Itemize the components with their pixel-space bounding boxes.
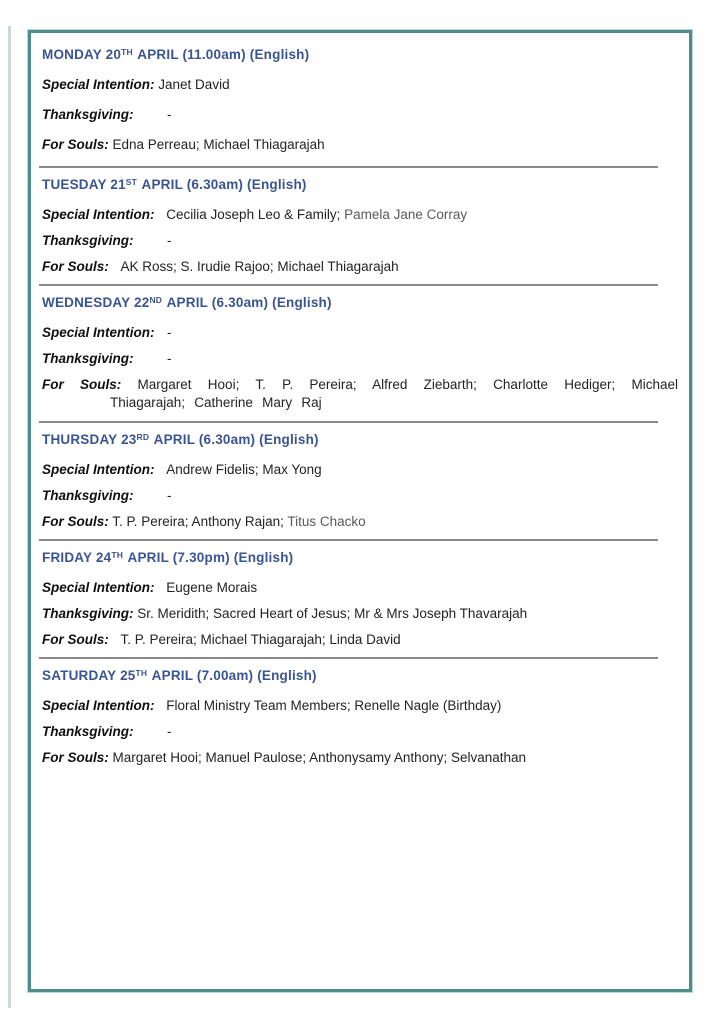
row-value: Eugene Morais [166,580,258,595]
section-wednesday [42,286,678,412]
ordinal-superscript: TH [135,667,148,678]
row-value-gray: Pamela Jane Corray [344,207,468,222]
row-label: For Souls: [42,750,109,765]
dash-value: - [167,107,172,122]
special-intention-row [42,579,678,596]
day-header [42,294,678,313]
special-intention-row [42,76,678,93]
row-value: Sr. Meridith; Sacred Heart of Jesus; Mr & Mrs Joseph Thavarajah [137,606,528,621]
for-souls-row [42,749,678,766]
day-header [42,431,678,450]
thanksgiving-row [42,232,678,249]
day-header-pre: WEDNESDAY 22 [42,295,150,310]
row-value: T. P. Pereira; Anthony Rajan; [112,514,284,529]
row-label: Thanksgiving: [42,233,134,248]
day-header [42,549,678,568]
day-header-pre: SATURDAY 25 [42,668,136,683]
day-header [42,176,678,195]
day-header-pre: THURSDAY 23 [42,432,137,447]
row-label: Thanksgiving: [42,488,134,503]
row-label: Thanksgiving: [42,606,134,621]
for-souls-row [42,136,678,153]
ordinal-superscript: ND [149,294,163,305]
row-label: For Souls: [42,259,109,274]
day-header-post: APRIL (11.00am) (English) [133,47,310,62]
section-monday [42,33,678,153]
row-label: For Souls: [42,514,109,529]
day-header-pre: FRIDAY 24 [42,550,112,565]
day-header-pre: TUESDAY 21 [42,177,126,192]
row-label: Special Intention: [42,580,155,595]
section-friday [42,541,678,648]
day-header-post: APRIL (6.30am) (English) [150,432,319,447]
day-header-post: APRIL (7.00am) (English) [148,668,317,683]
day-header-post: APRIL (6.30am) (English) [138,177,307,192]
ordinal-superscript: ST [125,176,138,187]
thanksgiving-row [42,723,678,740]
row-label: Thanksgiving: [42,107,134,122]
dash-value: - [167,351,172,366]
row-value: Margaret Hooi; Manuel Paulose; Anthonysamy Anthony; Selvanathan [112,750,527,765]
for-souls-row [42,258,678,275]
dash-value: - [167,233,172,248]
day-header [42,667,678,686]
day-header [42,46,678,65]
row-label: Special Intention: [42,77,155,92]
thanksgiving-row [42,487,678,504]
section-tuesday [42,168,678,275]
dash-value: - [167,724,172,739]
for-souls-row [42,376,678,412]
day-header-post: APRIL (7.30pm) (English) [124,550,294,565]
for-souls-row [42,513,678,530]
row-label: Special Intention: [42,207,155,222]
dash-value: - [167,325,172,340]
row-label: For Souls: [42,377,122,392]
for-souls-row [42,631,678,648]
row-value: Janet David [158,77,230,92]
row-label: Special Intention: [42,462,155,477]
section-thursday [42,423,678,530]
row-value: T. P. Pereira; Michael Thiagarajah; Linda David [120,632,401,647]
thanksgiving-row [42,106,678,123]
row-label: For Souls: [42,137,109,152]
document-page-frame [28,30,692,992]
row-value: AK Ross; S. Irudie Rajoo; Michael Thiagarajah [120,259,399,274]
ordinal-superscript: RD [136,431,150,442]
row-value: Edna Perreau; Michael Thiagarajah [112,137,325,152]
thanksgiving-row [42,605,678,622]
row-label: Thanksgiving: [42,724,134,739]
row-value: Andrew Fidelis; Max Yong [166,462,322,477]
day-header-post: APRIL (6.30am) (English) [163,295,332,310]
row-label: Special Intention: [42,325,155,340]
special-intention-row [42,206,678,223]
ordinal-superscript: TH [111,549,124,560]
row-value: Floral Ministry Team Members; Renelle Nagle (Birthday) [166,698,502,713]
special-intention-row [42,461,678,478]
special-intention-row [42,324,678,341]
ordinal-superscript: TH [121,46,133,57]
row-value-gray: Titus Chacko [287,514,366,529]
thanksgiving-row [42,350,678,367]
row-value: Cecilia Joseph Leo & Family; [166,207,341,222]
row-value: Margaret Hooi; T. P. Pereira; Alfred Ziebarth; Charlotte Hediger; Michael Thiagarajah; Catherine Mary Raj [110,377,679,410]
day-header-pre: MONDAY 20 [42,47,122,62]
special-intention-row [42,697,678,714]
dash-value: - [167,488,172,503]
row-label: Special Intention: [42,698,155,713]
section-saturday [42,659,678,766]
row-label: For Souls: [42,632,109,647]
scan-edge-artifact [8,26,11,1008]
row-label: Thanksgiving: [42,351,134,366]
